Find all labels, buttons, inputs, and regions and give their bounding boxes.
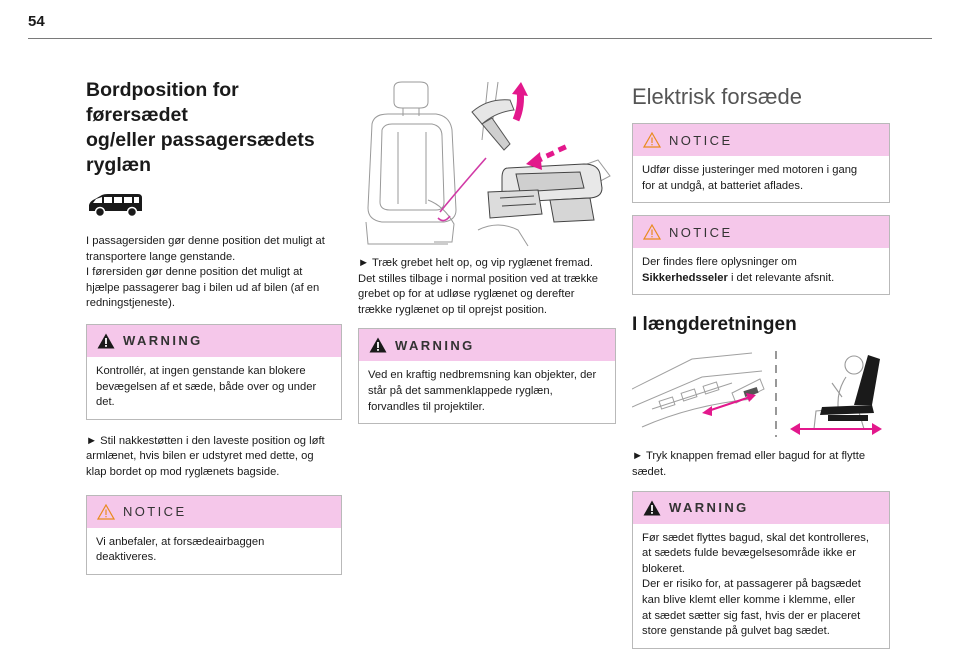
text-line: Der findes flere oplysninger om [642, 256, 797, 269]
notice-header [633, 216, 889, 248]
text-line: Før sædet flyttes bagud, skal det kontrolleres, [642, 531, 869, 544]
warning-icon [643, 500, 661, 516]
notice-box [632, 123, 890, 203]
notice-box [86, 495, 342, 575]
warning-header [359, 329, 615, 361]
warning-body [359, 361, 615, 423]
intro-text [86, 234, 342, 312]
text-line: sædet. [632, 465, 667, 478]
notice-header [633, 124, 889, 156]
notice-icon [643, 224, 661, 240]
seat-fold-illustration [358, 80, 616, 248]
text-line: store genstande på gulvet bag sædet. [642, 625, 830, 638]
step-text [358, 256, 616, 318]
text-line: I førersiden gør denne position det muligt at [86, 266, 303, 279]
notice-title: NOTICE [669, 132, 733, 148]
text-line: I passagersiden gør denne position det muligt at [86, 235, 325, 247]
warning-box [86, 324, 342, 420]
seat-adjust-illustration [632, 349, 890, 441]
subsection-heading: I længderetningen [632, 314, 797, 336]
text-line: grebet op for at udløse ryglænet og derefter [358, 288, 575, 301]
column-middle [358, 80, 616, 424]
text-line: at sædets fulde bevægelsesområde ikke er [642, 547, 856, 560]
text-line: hjælpe passagerer bag i bilen ud af bilen (af en [86, 281, 320, 294]
text-line: står på det sammenklappede ryglæn, [368, 384, 553, 397]
text-line: ► Tryk knappen fremad eller bagud for at flytte [632, 450, 866, 463]
text-line: Ved en kraftig nedbremsning kan objekter, der [368, 369, 597, 382]
warning-body [87, 357, 341, 419]
text-line: Der er risiko for, at passagerer på bagsædet [642, 578, 861, 591]
section-heading: Elektrisk forsæde [632, 84, 802, 109]
heading-line: Bordposition for førersædet [86, 79, 239, 126]
heading-line: ryglæn [86, 154, 152, 176]
column-left [86, 78, 342, 575]
text-line: redningstjeneste). [86, 297, 175, 310]
warning-box [358, 328, 616, 424]
notice-icon [643, 132, 661, 148]
notice-title: NOTICE [669, 224, 733, 240]
text-line: i det relevante afsnit. [727, 271, 835, 284]
text-line: transportere lange genstande. [86, 250, 236, 263]
text-line: Udfør disse justeringer med motoren i gang [642, 164, 858, 176]
section-heading [86, 78, 342, 178]
header-rule [28, 38, 932, 39]
text-line: Det stilles tilbage i normal position ved at trække [358, 272, 599, 285]
text-line: at sædet sætter sig fast, hvis der er placeret [642, 609, 861, 622]
column-right [632, 78, 890, 649]
heading-line: og/eller passagersædets [86, 129, 315, 151]
warning-icon [369, 337, 387, 353]
warning-title: WARNING [123, 333, 203, 349]
text-line: klap bordet op mod ryglænets bagside. [86, 465, 280, 478]
page-number: 54 [28, 13, 45, 30]
warning-header [633, 492, 889, 524]
warning-box [632, 491, 890, 649]
step-text [632, 449, 890, 480]
text-line: kan blive klemt eller komme i klemme, eller [642, 593, 856, 606]
text-line: Kontrollér, at ingen genstande kan blokere [96, 364, 306, 377]
warning-icon [97, 333, 115, 349]
bold-term: Sikkerhedsseler [642, 271, 728, 284]
notice-icon [97, 504, 115, 520]
notice-header [87, 496, 341, 528]
notice-body [633, 248, 889, 294]
text-line: forvandles til projektiler. [368, 400, 485, 413]
warning-header [87, 325, 341, 357]
text-line: deaktiveres. [96, 551, 157, 564]
notice-body [633, 156, 889, 202]
text-line: det. [96, 396, 115, 409]
text-line: for at undgå, at batteriet aflades. [642, 179, 804, 192]
text-line: ► Træk grebet helt op, og vip ryglænet fremad. [358, 257, 593, 269]
warning-title: WARNING [669, 500, 749, 516]
text-line: trække ryglænet op til oprejst position. [358, 303, 548, 316]
warning-body [633, 524, 889, 648]
text-line: blokeret. [642, 562, 685, 575]
notice-title: NOTICE [123, 504, 187, 520]
step-text [86, 434, 342, 481]
notice-body [87, 528, 341, 574]
text-line: ► Stil nakkestøtten i den laveste position og løft [86, 434, 325, 447]
text-line: Vi anbefaler, at forsædeairbaggen [96, 535, 265, 548]
van-icon [86, 192, 144, 218]
text-line: armlænet, hvis bilen er udstyret med dette, og [86, 450, 314, 463]
text-line: bevægelsen af et sæde, både over og under [96, 380, 317, 393]
warning-title: WARNING [395, 337, 475, 353]
notice-box [632, 215, 890, 295]
